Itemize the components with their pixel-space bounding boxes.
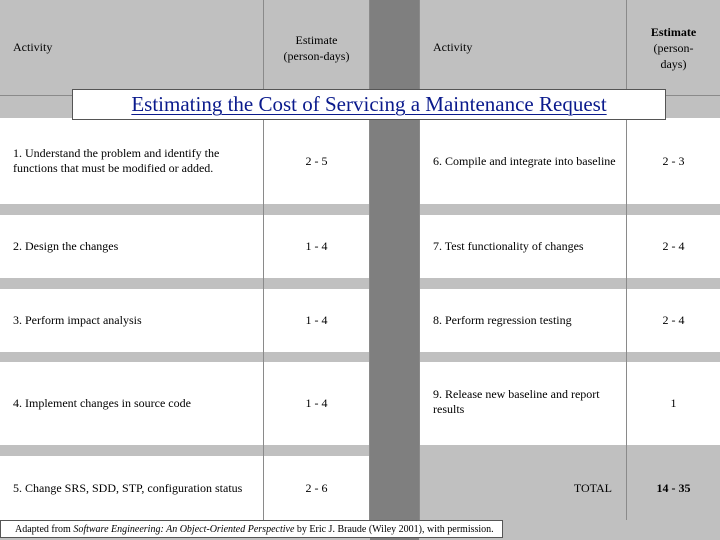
table-row-7-estimate <box>627 215 720 278</box>
total-value-cell <box>627 456 720 520</box>
table-row-6-estimate <box>627 118 720 204</box>
table-row-9-estimate <box>627 362 720 445</box>
citation-footer <box>0 520 503 538</box>
spacer-column <box>370 0 419 540</box>
header-activity-left <box>0 0 263 95</box>
table-row-8-estimate <box>627 289 720 352</box>
row-2-activity-text: 2. Design the changes <box>13 239 119 253</box>
header-estimate-right-sub: (person- days) <box>653 40 694 71</box>
header-estimate-left <box>264 0 369 95</box>
row-4-activity-text: 4. Implement changes in source code <box>13 396 191 410</box>
row-3-estimate-text: 1 - 4 <box>305 313 328 327</box>
row-8-activity-text: 8. Perform regression testing <box>433 313 572 327</box>
total-label: TOTAL <box>573 480 612 495</box>
total-value: 14 - 35 <box>656 480 691 495</box>
row-9-activity-text: 9. Release new baseline and report results <box>433 387 600 416</box>
table-row-8-activity <box>420 289 626 352</box>
table-row-6-activity <box>420 118 626 204</box>
row-1-estimate-text: 2 - 5 <box>305 153 328 168</box>
row-1-activity-text: 1. Understand the problem and identify the functions that must be modified or added. <box>13 146 220 175</box>
row-9-estimate-text: 1 <box>670 396 677 410</box>
table-row-3-activity <box>0 289 263 352</box>
slide-title <box>72 89 666 120</box>
table-row-3-estimate <box>264 289 369 352</box>
row-7-activity-text: 7. Test functionality of changes <box>433 239 584 253</box>
table-row-1-estimate <box>264 118 369 204</box>
header-estimate-left-label: Estimate (person-days) <box>283 32 350 63</box>
row-2-estimate-text: 1 - 4 <box>305 239 328 253</box>
table-row-7-activity <box>420 215 626 278</box>
table-row-2-estimate <box>264 215 369 278</box>
header-estimate-right <box>627 0 720 95</box>
total-label-cell <box>420 456 626 520</box>
header-activity-right-label: Activity <box>433 40 473 54</box>
citation-suffix: by Eric J. Braude (Wiley 2001), with permission. <box>294 523 494 535</box>
slide-title-text: Estimating the Cost of Servicing a Maintenance Request <box>131 92 607 116</box>
column-divider-2 <box>369 0 370 520</box>
row-5-estimate-text: 2 - 6 <box>305 480 328 495</box>
header-activity-left-label: Activity <box>13 40 53 54</box>
row-8-estimate-text: 2 - 4 <box>662 313 685 327</box>
table-row-5-activity <box>0 456 263 520</box>
table-row-1-activity <box>0 118 263 204</box>
table-row-4-estimate <box>264 362 369 445</box>
header-estimate-right-title: Estimate <box>650 24 697 39</box>
row-7-estimate-text: 2 - 4 <box>662 239 685 253</box>
header-activity-right <box>420 0 626 95</box>
row-6-activity-text: 6. Compile and integrate into baseline <box>433 153 616 168</box>
row-3-activity-text: 3. Perform impact analysis <box>13 313 142 327</box>
row-4-estimate-text: 1 - 4 <box>305 396 328 410</box>
table-row-4-activity <box>0 362 263 445</box>
row-6-estimate-text: 2 - 3 <box>662 153 685 168</box>
citation-prefix: Adapted from <box>15 523 74 535</box>
table-row-2-activity <box>0 215 263 278</box>
citation-book-title: Software Engineering: An Object-Oriented Perspective <box>73 523 295 535</box>
row-5-activity-text: 5. Change SRS, SDD, STP, configuration status <box>13 480 243 495</box>
table-row-9-activity <box>420 362 626 445</box>
table-row-5-estimate <box>264 456 369 520</box>
